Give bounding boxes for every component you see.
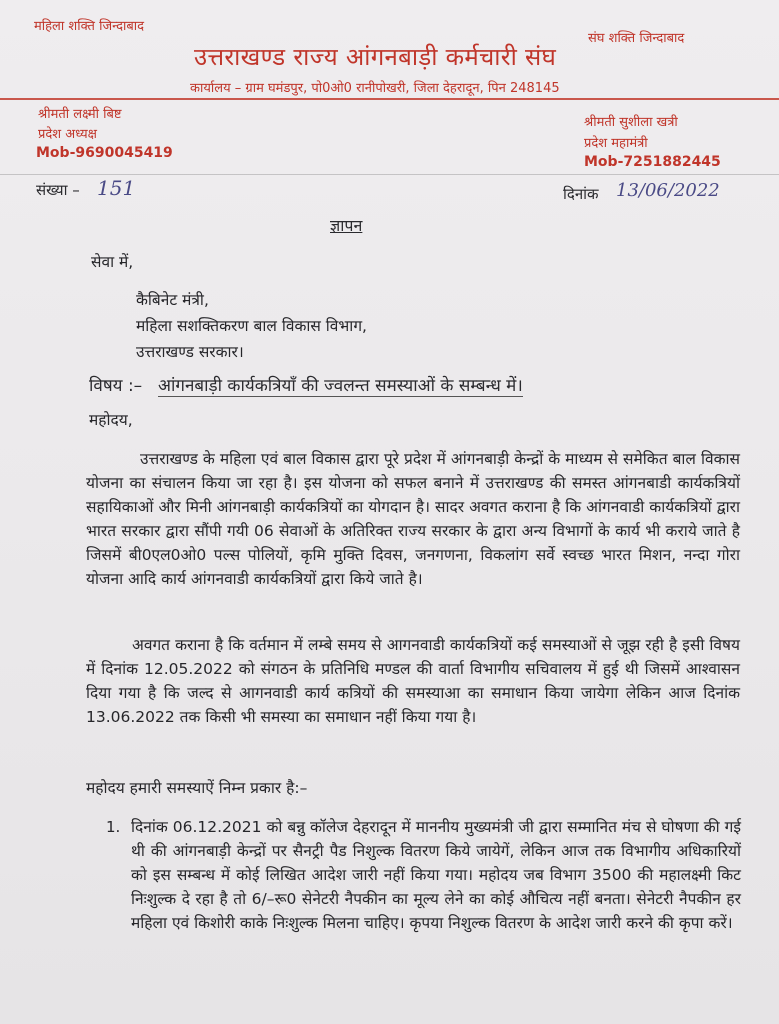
body-paragraph: उत्तराखण्ड के महिला एवं बाल विकास द्वारा पूरे प्रदेश में आंगनबाड़ी केन्द्रों के माध्यम से समेकित बाल विकास योजना का संचालन किया जा रहा है। इस योजना को सफल बनाने में उत्तराखण्ड की समस्त आंगनबाडी कार्यकत्रियों सहायिकाओं और मिनी आंगनबाड़ी कार्यकत्रियों का योगदान है। सादर अवगत कराना है कि आंगनवाडी कार्यकत्रियों द्वारा भारत सरकार द्वारा सौंपी गयी 06 सेवाओं के अतिरिक्त राज्य सरकार के द्वारा अन्य विभागों के कार्य भी कराये जाते है जिसमें बी0एल0ओ0 पल्स पोलियों, कृमि मुक्ति दिवस, जनगणना, विकलांग सर्वे स्वच्छ भारत मिशन, नन्दा गोरा योजना आदि कार्य आंगनवाडी कार्यकत्रियों द्वारा किये जाते है। <box>86 450 740 588</box>
recipient-line: उत्तराखण्ड सरकार। <box>136 343 244 361</box>
letter-heading: ज्ञापन <box>330 216 363 235</box>
recipient-line: महिला सशक्तिकरण बाल विकास विभाग, <box>136 317 367 335</box>
date-label: दिनांक <box>563 185 599 203</box>
right-officer-mobile: Mob-7251882445 <box>584 154 721 170</box>
slogan-right: संघ शक्ति जिन्दाबाद <box>588 31 685 46</box>
org-address: कार्यालय – ग्राम घमंडपुर, पो0ओ0 रानीपोखरी, जिला देहरादून, पिन 248145 <box>190 81 560 96</box>
left-officer-mobile: Mob-9690045419 <box>36 145 173 161</box>
org-title: उत्तराखण्ड राज्य आंगनबाड़ी कर्मचारी संघ <box>194 43 557 71</box>
body-paragraph: अवगत कराना है कि वर्तमान में लम्बे समय से आगनवाडी कार्यकत्रियों कई समस्याओं से जूझ रही है इसी विषय में दिनांक 12.05.2022 को संगठन के प्रतिनिधि मण्डल की वार्ता विभागीय सचिवालय में हुई थी जिसमें आश्वासन दिया गया है कि जल्द से आगनवाडी कार्य कत्रियों की समस्याआ का समाधान किया जायेगा लेकिन आज दिनांक 13.06.2022 तक किसी भी समस्या का समाधान नहीं किया गया है। <box>86 636 740 726</box>
date-value: 13/06/2022 <box>616 180 720 201</box>
subject-text: आंगनबाड़ी कार्यकत्रियाँ की ज्वलन्त समस्याओं के सम्बन्ध में। <box>158 373 523 397</box>
problem-text: दिनांक 06.12.2021 को बन्नु कॉलेज देहरादून में माननीय मुख्यमंत्री जी द्वारा सम्मानित मंच से घोषणा की गई थी की आंगनबाड़ी केन्द्रों पर सैनट्री पैड निशुल्क वितरण किये जायेगें, लेकिन आज तक विभागीय अधिकारियों को इस सम्बन्ध में कोई लिखित आदेश जारी नहीं किया गया। महोदय जब विभाग 3500 की महालक्ष्मी किट निःशुल्क दे रहा है तो 6/–रू0 सेनेटरी नैपकीन का मूल्य लेने का कोई औचित्य नहीं बनता। सेनेटरी नैपकीन हर महिला एवं किशोरी काके निःशुल्क मिलना चाहिए। कृपया निशुल्क वितरण के आदेश जारी करने की कृपा करें। <box>131 818 741 932</box>
slogan-left: महिला शक्ति जिन्दाबाद <box>34 19 145 34</box>
header-divider <box>0 98 779 100</box>
left-officer-title: प्रदेश अध्यक्ष <box>38 127 97 142</box>
left-officer-name: श्रीमती लक्ष्मी बिष्ट <box>38 107 122 122</box>
salutation-to: सेवा में, <box>91 253 134 271</box>
sub-divider <box>0 174 779 175</box>
right-officer-name: श्रीमती सुशीला खत्री <box>584 115 678 130</box>
problem-number: 1. <box>106 818 121 836</box>
recipient-line: कैबिनेट मंत्री, <box>136 291 209 309</box>
subject-label: विषय :– <box>89 376 143 396</box>
problems-intro: महोदय हमारी समस्याऐं निम्न प्रकार है:– <box>86 779 308 797</box>
reference-number-value: 151 <box>97 176 136 200</box>
right-officer-title: प्रदेश महामंत्री <box>584 136 648 151</box>
reference-number-label: संख्या – <box>36 181 80 199</box>
greeting: महोदय, <box>89 411 133 429</box>
